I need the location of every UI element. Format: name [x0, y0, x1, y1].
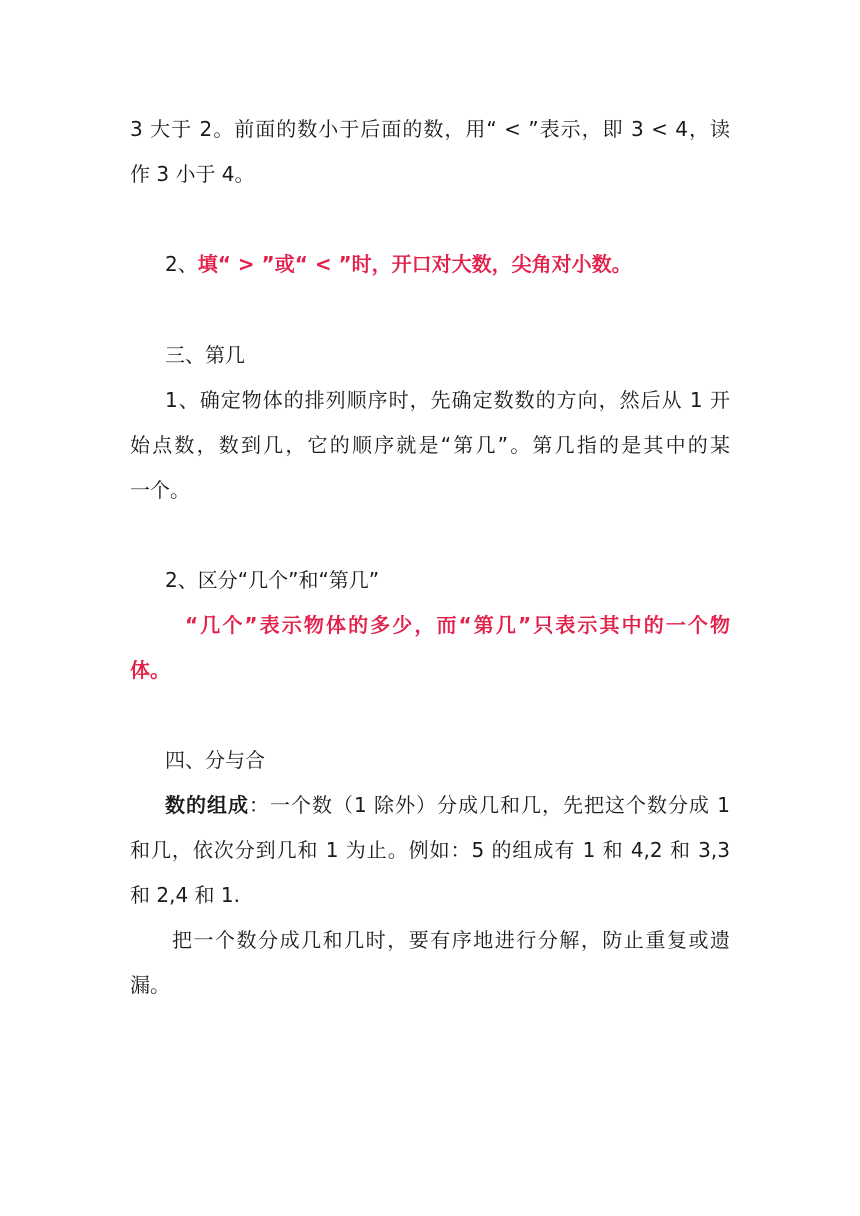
- highlighted-text-line: 体。: [130, 658, 170, 682]
- rule-number: 2、: [165, 252, 198, 276]
- text-line: 和 2,4 和 1.: [130, 883, 240, 907]
- text-line: 1、确定物体的排列顺序时，先确定数数的方向，然后从 1 开: [165, 388, 730, 412]
- highlighted-text-line: “几个”表示物体的多少，而“第几”只表示其中的一个物: [185, 613, 730, 637]
- text-line: 和几，依次分到几和 1 为止。例如：5 的组成有 1 和 4,2 和 3,3: [130, 838, 730, 862]
- section-heading-split-combine: 四、分与合: [165, 748, 265, 772]
- section-heading-ordinal: 三、第几: [165, 343, 245, 367]
- definition-text: ：一个数（1 除外）分成几和几，先把这个数分成 1: [248, 793, 731, 817]
- definition-line: [165, 791, 730, 819]
- text-line: 作 3 小于 4。: [130, 162, 255, 186]
- text-line: 始点数，数到几，它的顺序就是“第几”。第几指的是其中的某: [130, 433, 730, 457]
- highlighted-rule: 填“ > ”或“ < ”时，开口对大数，尖角对小数。: [197, 252, 632, 276]
- text-line: 漏。: [130, 973, 170, 997]
- text-line: 把一个数分成几和几时，要有序地进行分解，防止重复或遗: [172, 928, 730, 952]
- term-bold: 数的组成: [165, 793, 249, 817]
- text-line: 一个。: [130, 478, 190, 502]
- text-line: 3 大于 2。前面的数小于后面的数，用“ < ”表示，即 3 < 4，读: [130, 117, 730, 141]
- rule-paragraph: [165, 250, 730, 278]
- subheading-distinguish: 2、区分“几个”和“第几”: [165, 568, 380, 592]
